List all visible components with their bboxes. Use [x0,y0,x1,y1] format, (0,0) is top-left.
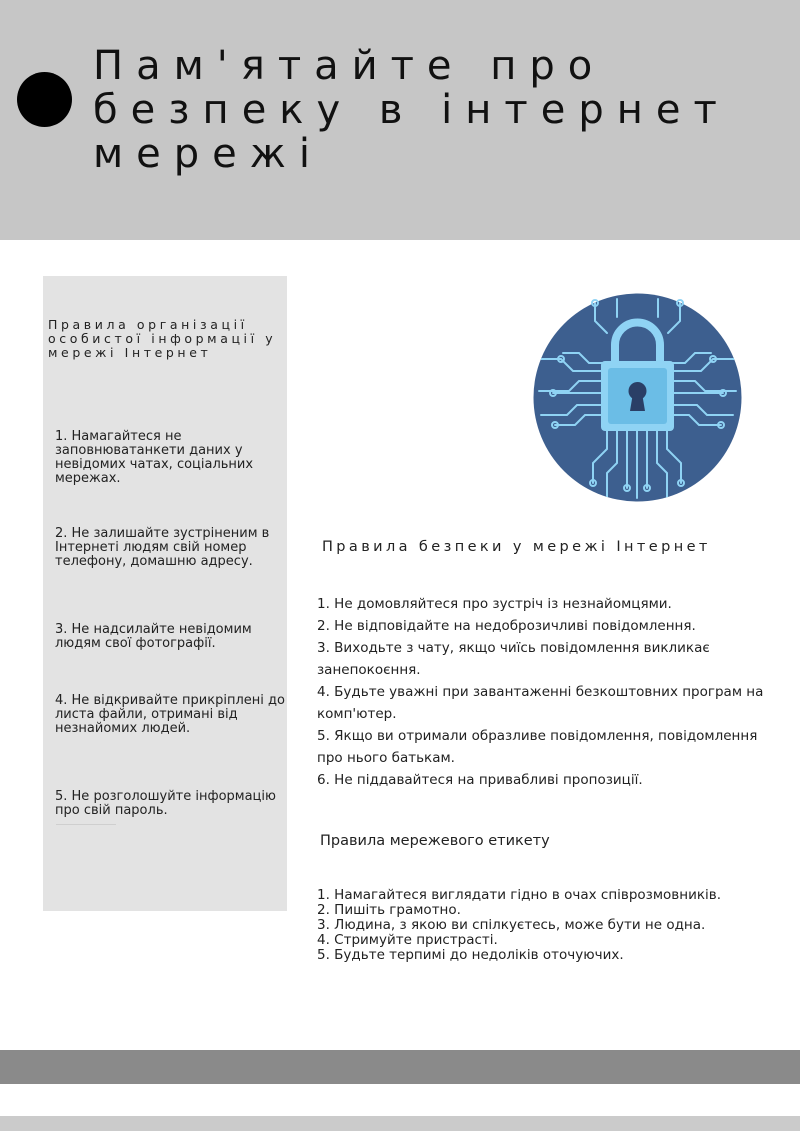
list-item: 2. Не відповідайте на недоброзичливі повідомлення. [317,618,696,634]
security-lock-icon [533,293,742,502]
list-item: 4. Стримуйте пристрасті. [317,932,498,948]
etiquette-rules-title: Правила мережевого етикету [320,833,550,849]
list-item: 5. Будьте терпимі до недоліків оточуючих. [317,947,624,963]
sidebar-title: Правила організації особистої інформації у мережі Інтернет [48,317,277,360]
footer-bar [0,1050,800,1084]
list-item: 5. Якщо ви отримали образливе повідомлення, повідомлення про нього батькам. [317,728,758,766]
sidebar-item: 3. Не надсилайте невідомим людям свої фотографії. [55,622,252,651]
list-item: 3. Виходьте з чату, якщо чиїсь повідомлення викликає занепокоєння. [317,640,710,678]
list-item: 1. Не домовляйтеся про зустріч із незнайомцями. [317,596,672,612]
safety-rules-title: Правила безпеки у мережі Інтернет [322,539,711,555]
footer-strip [0,1116,800,1131]
list-item: 1. Намагайтеся виглядати гідно в очах співрозмовників. [317,887,722,903]
header-banner [0,0,800,240]
list-item: 2. Пишіть грамотно. [317,902,461,918]
sidebar-divider [56,824,116,825]
sidebar-panel [43,276,287,911]
bullet-dot-icon [17,72,72,127]
list-item: 3. Людина, з якою ви спілкуєтесь, може бути не одна. [317,917,706,933]
list-item: 6. Не піддавайтеся на привабливі пропозиції. [317,772,643,788]
page-title: Пам'ятайте про безпеку в інтернет мережі [93,43,730,177]
sidebar-item: 2. Не залишайте зустріненим в Інтернеті людям свій номер телефону, домашню адресу. [55,526,270,569]
sidebar-item: 4. Не відкривайте прикріплені до листа файли, отримані від незнайомих людей. [55,693,285,736]
etiquette-rules-list [317,888,787,963]
safety-rules-list [317,593,787,791]
sidebar-item: 5. Не розголошуйте інформацію про свій пароль. [55,789,276,818]
sidebar-item: 1. Намагайтеся не заповнюватанкети даних у невідомих чатах, соціальних мережах. [55,429,254,486]
list-item: 4. Будьте уважні при завантаженні безкоштовних програм на комп'ютер. [317,684,764,722]
